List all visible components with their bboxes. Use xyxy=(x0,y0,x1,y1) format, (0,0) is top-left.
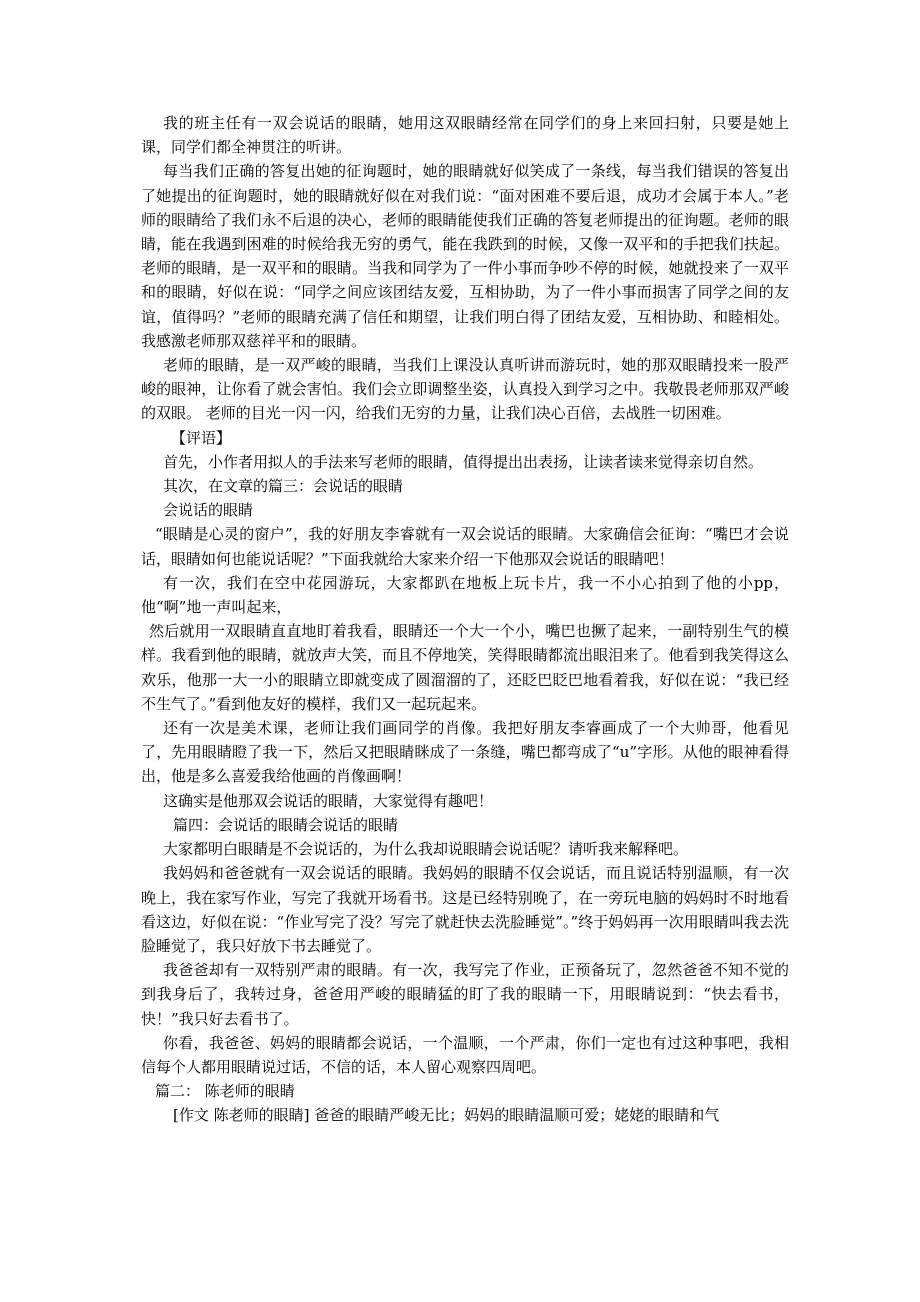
paragraph-13: 我爸爸却有一双特别严肃的眼睛。有一次，我写完了作业，正预备玩了，忽然爸爸不知不觉的到我身后了，我转过身，爸爸用严峻的眼睛猛的盯了我的眼睛一下，用眼睛说到：“快去看书，快！”我只好去看书了。 xyxy=(141,961,789,1028)
commentary-heading: 【评语】 xyxy=(171,428,232,447)
paragraph-9: 还有一次是美术课，老师让我们画同学的肖像。我把好朋友李睿画成了一个大帅哥，他看见了，先用眼睛瞪了我一下，然后又把眼睛眯成了一条缝，嘴巴都弯成了“u”字形。从他的眼神看得出，他是多么喜爱我给他画的肖像画啊！ xyxy=(141,719,789,786)
paragraph-2: 每当我们正确的答复出她的征询题时，她的眼睛就好似笑成了一条线，每当我们错误的答复出了她提出的征询题时，她的眼睛就好似在对我们说：“面对困难不要后退，成功才会属于本人。”老师的眼睛给了我们永不后退的决心，老师的眼睛能使我们正确的答复老师提出的征询题。老师的眼睛，能在我遇到困难的时候给我无穷的勇气，能在我跌到的时候，又像一双平和的手把我们扶起。 老师的眼睛，是一双平和的眼睛。当我和同学为了一件小事而争吵不停的时候，她就投来了一双平和的眼睛，好似在说：“同学之间应该团结友爱，互相协助，为了一件小事而损害了同学之间的友谊，值得吗？”老师的眼睛充满了信任和期望，让我们明白得了团结友爱，互相协助、和睦相处。我感激老师那双慈祥平和的眼睛。 xyxy=(141,162,789,350)
paragraph-14: 你看，我爸爸、妈妈的眼睛都会说话，一个温顺，一个严肃，你们一定也有过这种事吧，我相信每个人都用眼睛说过话，不信的话，本人留心观察四周吧。 xyxy=(141,1033,789,1076)
paragraph-6: “眼睛是心灵的窗户”，我的好朋友李睿就有一双会说话的眼睛。大家确信会征询：“嘴巴才会说话，眼睛如何也能说话呢？”下面我就给大家来介绍一下他那双会说话的眼睛吧！ xyxy=(141,525,789,568)
paragraph-1: 我的班主任有一双会说话的眼睛，她用这双眼睛经常在同学们的身上来回扫射，只要是她上课，同学们都全神贯注的听讲。 xyxy=(141,114,789,157)
paragraph-4: 首先，小作者用拟人的手法来写老师的眼睛，值得提出出表扬，让读者读来觉得亲切自然。 xyxy=(163,452,764,471)
paragraph-15: [作文 陈老师的眼睛] 爸爸的眼睛严峻无比；妈妈的眼睛温顺可爱；姥姥的眼睛和气 xyxy=(173,1106,720,1125)
paragraph-12: 我妈妈和爸爸就有一双会说话的眼睛。我妈妈的眼睛不仅会说话，而且说话特别温顺，有一次晚上，我在家写作业，写完了我就开场看书。这是已经特别晚了，在一旁玩电脑的妈妈时不时地看看这边，好似在说：“作业写完了没？写完了就赶快去洗脸睡觉”。”终于妈妈再一次用眼睛叫我去洗脸睡觉了，我只好放下书去睡觉了。 xyxy=(141,864,789,955)
section-title: 会说话的眼睛 xyxy=(163,501,254,520)
paragraph-3: 老师的眼睛，是一双严峻的眼睛，当我们上课没认真听讲而游玩时，她的那双眼睛投来一股严峻的眼神，让你看了就会害怕。我们会立即调整坐姿，认真投入到学习之中。我敬畏老师那双严峻的双眼。 老师的目光一闪一闪，给我们无穷的力量，让我们决心百倍，去战胜一切困难。 xyxy=(141,356,789,423)
paragraph-5: 其次，在文章的篇三：会说话的眼睛 xyxy=(163,477,404,496)
section-title: 篇二： 陈老师的眼睛 xyxy=(155,1082,295,1101)
document-page xyxy=(141,111,789,1128)
paragraph-8: 然后就用一双眼睛直直地盯着我看，眼睛还一个大一个小，嘴巴也撅了起来，一副特别生气的模样。我看到他的眼睛，就放声大笑，而且不停地笑，笑得眼睛都流出眼泪来了。他看到我笑得这么欢乐，他那一大一小的眼睛立即就变成了圆溜溜的了，还眨巴眨巴地看着我，好似在说：“我已经不生气了。”看到他友好的模样，我们又一起玩起来。 xyxy=(141,622,789,713)
paragraph-7: 有一次，我们在空中花园游玩，大家都趴在地板上玩卡片，我一不小心拍到了他的小pp，他“啊”地一声叫起来， xyxy=(141,573,789,617)
section-title: 篇四：会说话的眼睛会说话的眼睛 xyxy=(173,815,399,834)
paragraph-11: 大家都明白眼睛是不会说话的，为什么我却说眼睛会说话呢？请听我来解释吧。 xyxy=(163,840,689,859)
paragraph-10: 这确实是他那双会说话的眼睛，大家觉得有趣吧！ xyxy=(163,791,494,810)
